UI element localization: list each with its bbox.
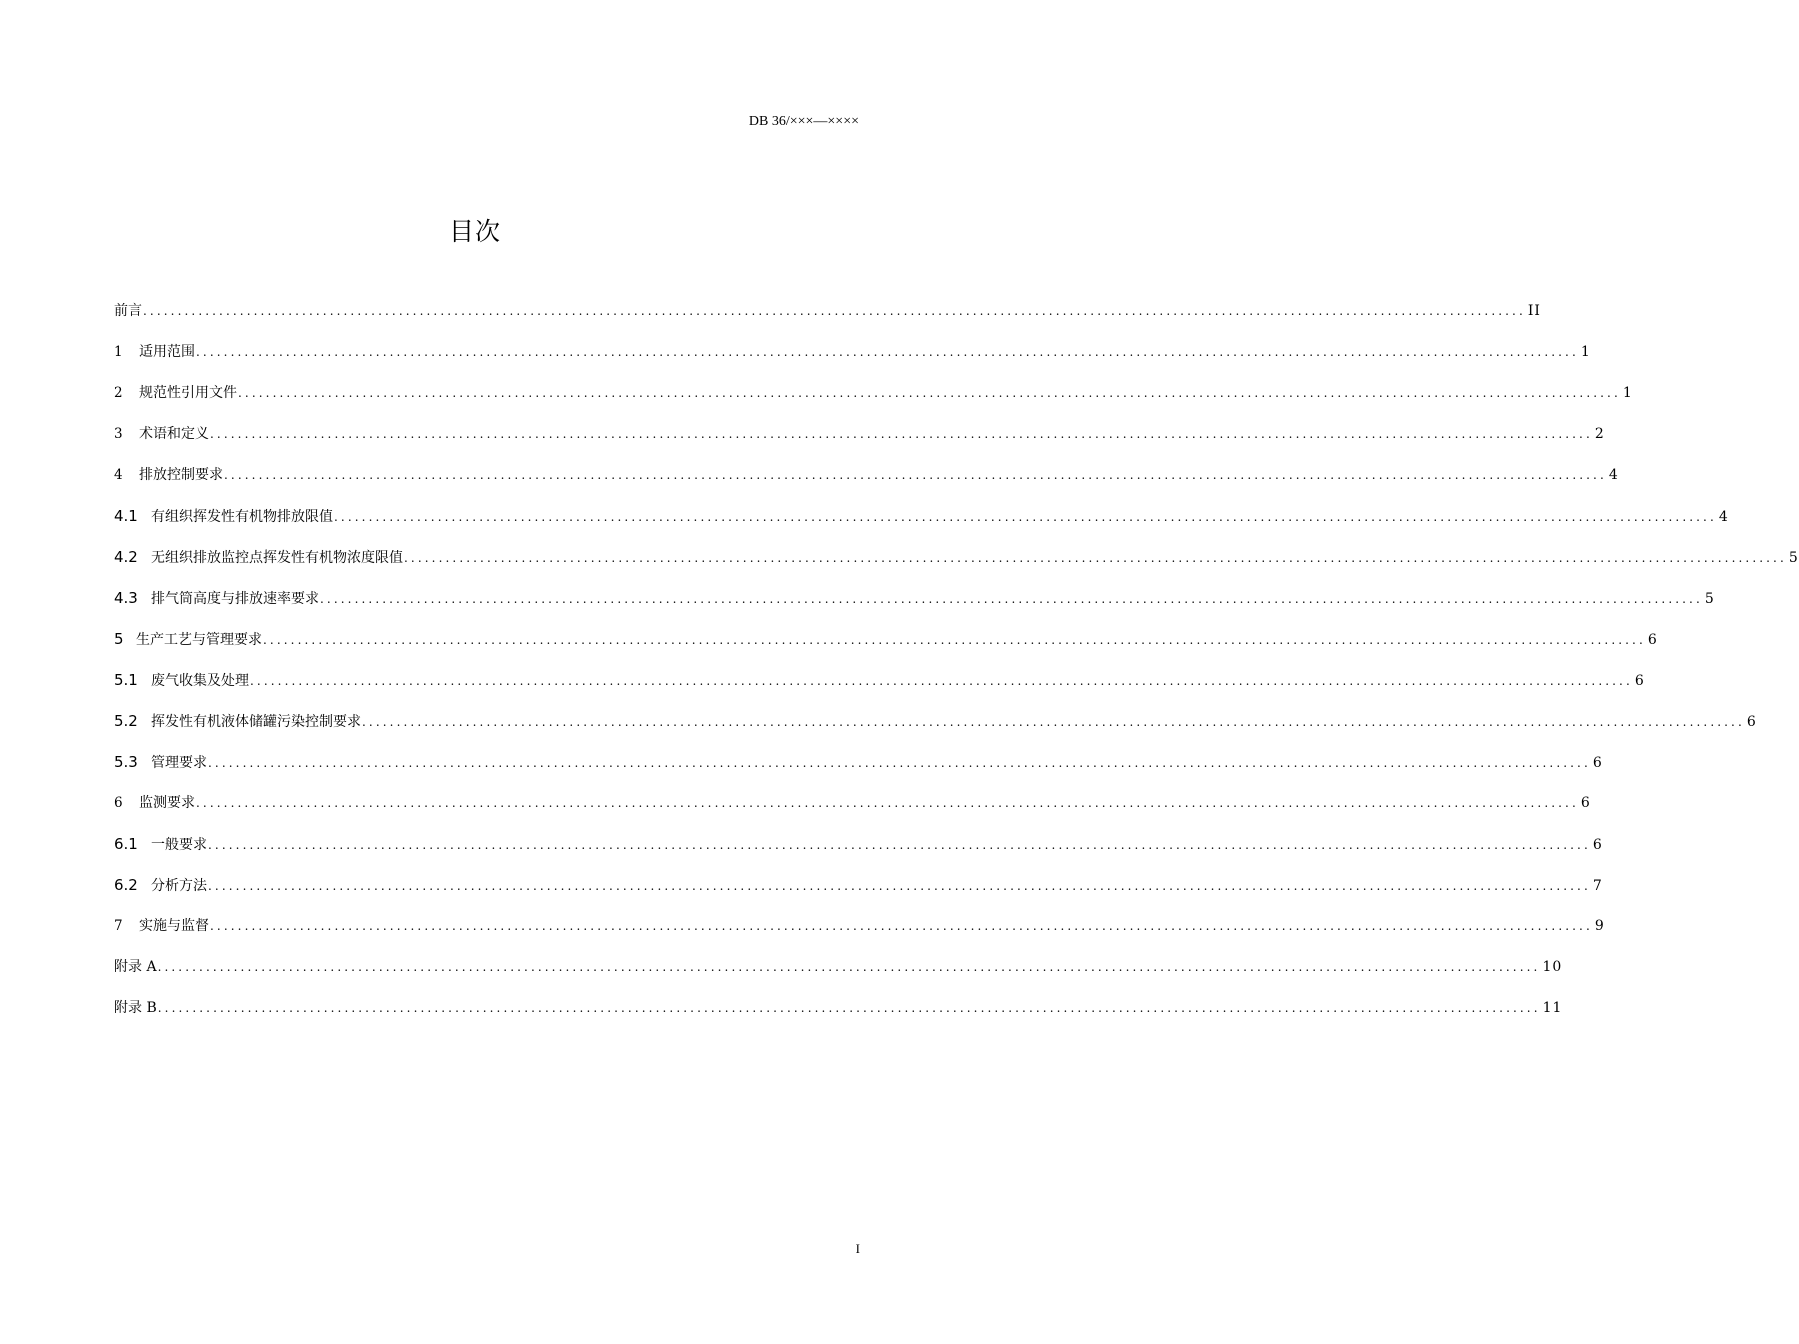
toc-entry-page: 10	[1542, 959, 1563, 975]
toc-entry-label: 规范性引用文件	[139, 385, 237, 401]
toc-leader-dots: ........................................................................................................................................................................................................	[210, 919, 1593, 933]
toc-entry-number: 4.3	[114, 589, 138, 607]
toc-entry-label: 附录 A	[114, 959, 157, 975]
toc-entry-page: 6	[1634, 673, 1645, 689]
toc-entry-number: 5.1	[114, 671, 138, 689]
toc-leader-dots: ........................................................................................................................................................................................................	[362, 715, 1745, 729]
toc-entry-page: 2	[1594, 426, 1605, 442]
toc-entry-number: 1	[114, 344, 123, 360]
toc-entry-page: 11	[1542, 1000, 1563, 1016]
toc-entry-label: 前言	[114, 303, 142, 319]
toc-entry-label: 排气筒高度与排放速率要求	[151, 591, 319, 607]
toc-entry-page: 6	[1592, 755, 1603, 771]
toc-entry-5-2[interactable]	[114, 710, 1757, 751]
toc-entry-4-3[interactable]	[114, 587, 1715, 628]
toc-entry-page: 6	[1746, 714, 1757, 730]
toc-entry-label: 生产工艺与管理要求	[136, 632, 262, 648]
toc-entry-label: 管理要求	[151, 755, 207, 771]
toc-entry-preface[interactable]	[114, 300, 1541, 341]
toc-entry-appendix-a[interactable]	[114, 956, 1563, 997]
table-of-contents	[114, 300, 1799, 1038]
toc-entry-5-3[interactable]	[114, 751, 1603, 792]
toc-leader-dots: ........................................................................................................................................................................................................	[250, 674, 1633, 688]
toc-entry-page: 6	[1647, 632, 1658, 648]
toc-entry-number: 7	[114, 918, 123, 934]
toc-leader-dots: ........................................................................................................................................................................................................	[210, 427, 1593, 441]
toc-leader-dots: ........................................................................................................................................................................................................	[224, 468, 1607, 482]
toc-entry-number: 4	[114, 467, 123, 483]
toc-entry-5[interactable]	[114, 628, 1658, 669]
toc-entry-page: 6	[1580, 795, 1591, 811]
toc-entry-label: 废气收集及处理	[151, 673, 249, 689]
toc-leader-dots: ........................................................................................................................................................................................................	[143, 304, 1526, 318]
toc-entry-page: II	[1527, 303, 1541, 319]
toc-entry-label: 术语和定义	[139, 426, 209, 442]
toc-entry-1[interactable]	[114, 341, 1591, 382]
toc-entry-page: 7	[1592, 878, 1603, 894]
toc-entry-page: 4	[1608, 467, 1619, 483]
toc-entry-label: 排放控制要求	[139, 467, 223, 483]
toc-entry-label: 实施与监督	[139, 918, 209, 934]
toc-entry-number: 6.2	[114, 876, 138, 894]
toc-entry-label: 挥发性有机液体储罐污染控制要求	[151, 714, 361, 730]
toc-entry-7[interactable]	[114, 915, 1605, 956]
toc-leader-dots: ........................................................................................................................................................................................................	[334, 510, 1717, 524]
toc-leader-dots: ........................................................................................................................................................................................................	[208, 838, 1591, 852]
toc-entry-label: 无组织排放监控点挥发性有机物浓度限值	[151, 550, 403, 566]
toc-entry-number: 6.1	[114, 835, 138, 853]
toc-leader-dots: ........................................................................................................................................................................................................	[404, 551, 1787, 565]
toc-entry-label: 附录 B	[114, 1000, 157, 1016]
toc-entry-label: 分析方法	[151, 878, 207, 894]
toc-leader-dots: ........................................................................................................................................................................................................	[320, 592, 1703, 606]
toc-entry-label: 适用范围	[139, 344, 195, 360]
toc-leader-dots: ........................................................................................................................................................................................................	[208, 756, 1591, 770]
page-title: 目次	[448, 217, 501, 246]
toc-entry-page: 9	[1594, 918, 1605, 934]
toc-entry-page: 4	[1718, 509, 1729, 525]
toc-entry-label: 监测要求	[139, 795, 195, 811]
toc-entry-label: 有组织挥发性有机物排放限值	[151, 509, 333, 525]
toc-entry-4-2[interactable]	[114, 546, 1799, 587]
toc-leader-dots: ........................................................................................................................................................................................................	[157, 960, 1541, 974]
toc-entry-page: 1	[1580, 344, 1591, 360]
toc-entry-2[interactable]	[114, 382, 1633, 423]
toc-entry-6-1[interactable]	[114, 833, 1603, 874]
toc-entry-5-1[interactable]	[114, 669, 1645, 710]
toc-entry-number: 6	[114, 795, 123, 811]
toc-entry-number: 5.2	[114, 712, 138, 730]
toc-entry-page: 6	[1592, 837, 1603, 853]
toc-leader-dots: ........................................................................................................................................................................................................	[196, 796, 1579, 810]
toc-entry-page: 1	[1622, 385, 1633, 401]
toc-entry-number: 4.1	[114, 507, 138, 525]
document-code: DB 36/×××—××××	[748, 114, 859, 129]
toc-entry-6-2[interactable]	[114, 874, 1603, 915]
toc-leader-dots: ........................................................................................................................................................................................................	[263, 633, 1646, 647]
toc-entry-appendix-b[interactable]	[114, 997, 1563, 1038]
toc-entry-number: 5	[114, 630, 124, 648]
toc-entry-number: 4.2	[114, 548, 138, 566]
toc-leader-dots: ........................................................................................................................................................................................................	[208, 879, 1591, 893]
toc-entry-3[interactable]	[114, 423, 1605, 464]
toc-entry-number: 5.3	[114, 753, 138, 771]
toc-entry-page: 5	[1704, 591, 1715, 607]
page-number: I	[855, 1241, 860, 1256]
toc-entry-6[interactable]	[114, 792, 1591, 833]
toc-leader-dots: ........................................................................................................................................................................................................	[238, 386, 1621, 400]
toc-leader-dots: ........................................................................................................................................................................................................	[196, 345, 1579, 359]
toc-entry-number: 3	[114, 426, 123, 442]
toc-leader-dots: ........................................................................................................................................................................................................	[157, 1001, 1541, 1015]
toc-entry-label: 一般要求	[151, 837, 207, 853]
toc-entry-page: 5	[1788, 550, 1799, 566]
toc-entry-4[interactable]	[114, 464, 1619, 505]
toc-entry-4-1[interactable]	[114, 505, 1729, 546]
toc-entry-number: 2	[114, 385, 123, 401]
